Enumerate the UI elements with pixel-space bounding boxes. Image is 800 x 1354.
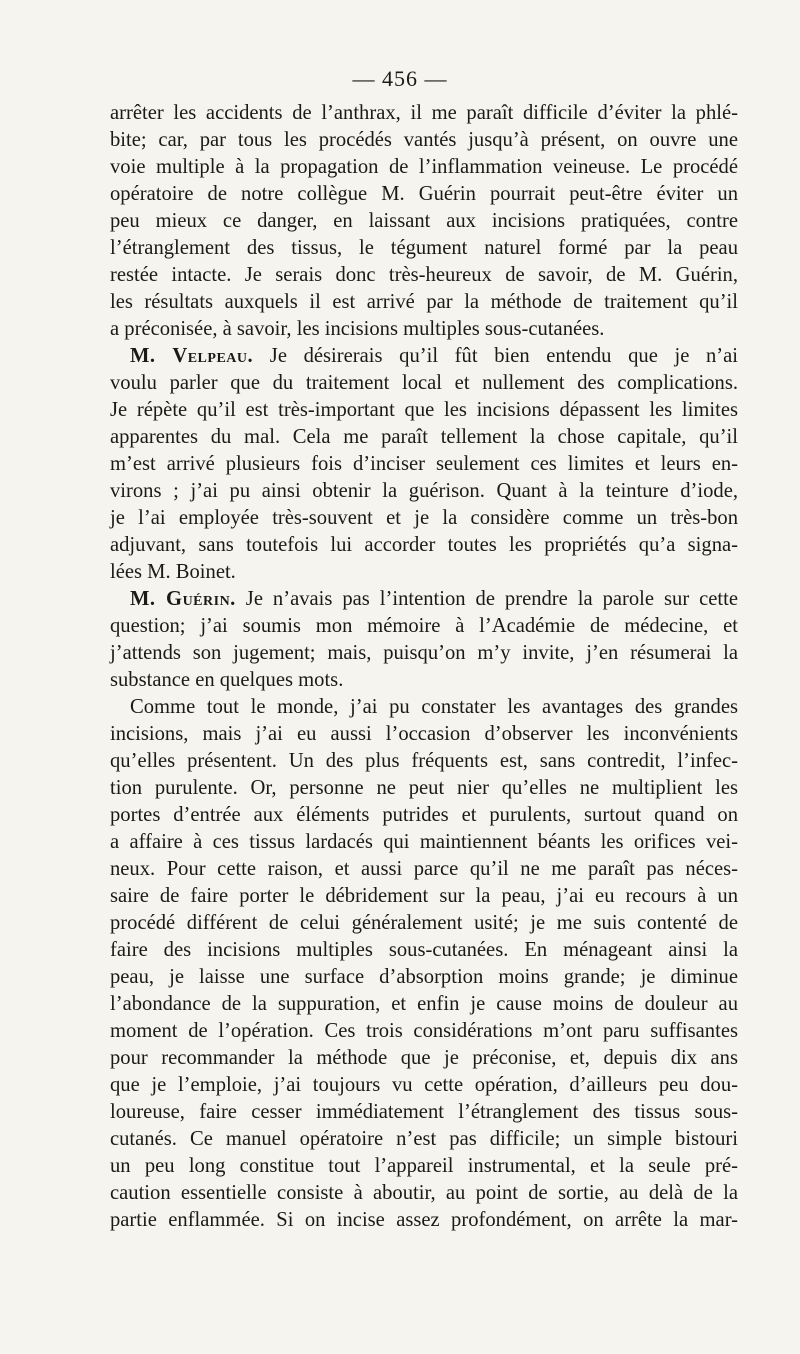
line-text: je l’ai employée très-souvent et je la considère comme un très-bon xyxy=(110,507,738,529)
line-text: les résultats auxquels il est arrivé par la méthode de traitement qu’il xyxy=(110,291,738,313)
text-line xyxy=(110,370,738,397)
text-line xyxy=(110,694,738,721)
line-text: tion purulente. Or, personne ne peut nier qu’elles ne multiplient les xyxy=(110,777,738,799)
text-line xyxy=(110,613,738,640)
text-line xyxy=(110,100,738,127)
line-text: lées M. Boinet. xyxy=(110,561,236,583)
text-line xyxy=(110,181,738,208)
line-text: cutanés. Ce manuel opératoire n’est pas difficile; un simple bistouri xyxy=(110,1128,738,1150)
text-line xyxy=(110,721,738,748)
line-text: m’est arrivé plusieurs fois d’inciser seulement ces limites et leurs en- xyxy=(110,453,738,475)
text-line xyxy=(110,316,738,343)
text-line xyxy=(110,1018,738,1045)
line-text: arrêter les accidents de l’anthrax, il me paraît difficile d’éviter la phlé- xyxy=(110,102,738,124)
text-line xyxy=(110,235,738,262)
line-text: restée intacte. Je serais donc très-heureux de savoir, de M. Guérin, xyxy=(110,264,738,286)
line-text: j’attends son jugement; mais, puisqu’on m’y invite, j’en résumerai la xyxy=(110,642,738,664)
text-line xyxy=(110,532,738,559)
line-text: a préconisée, à savoir, les incisions multiples sous-cutanées. xyxy=(110,318,605,340)
line-text: peau, je laisse une surface d’absorption moins grande; je diminue xyxy=(110,966,738,988)
text-line xyxy=(110,586,738,613)
line-text: incisions, mais j’ai eu aussi l’occasion d’observer les inconvénients xyxy=(110,723,738,745)
line-text: saire de faire porter le débridement sur la peau, j’ai eu recours à un xyxy=(110,885,738,907)
speaker-name: M. Velpeau. xyxy=(130,345,254,367)
text-line xyxy=(110,748,738,775)
line-text: bite; car, par tous les procédés vantés jusqu’à présent, on ouvre une xyxy=(110,129,738,151)
text-line xyxy=(110,1153,738,1180)
line-text: portes d’entrée aux éléments putrides et purulents, surtout quand on xyxy=(110,804,738,826)
line-text: Je répète qu’il est très-important que les incisions dépassent les limites xyxy=(110,399,738,421)
line-text: opératoire de notre collègue M. Guérin pourrait peut-être éviter un xyxy=(110,183,738,205)
text-line xyxy=(110,343,738,370)
text-line xyxy=(110,802,738,829)
text-line xyxy=(110,937,738,964)
text-line xyxy=(110,667,738,694)
line-text: substance en quelques mots. xyxy=(110,669,344,691)
line-text: a affaire à ces tissus lardacés qui maintiennent béants les orifices vei- xyxy=(110,831,738,853)
line-text: voie multiple à la propagation de l’inflammation veineuse. Le procédé xyxy=(110,156,738,178)
line-text: voulu parler que du traitement local et nullement des complications. xyxy=(110,372,738,394)
line-text: l’étranglement des tissus, le tégument naturel formé par la peau xyxy=(110,237,738,259)
text-line xyxy=(110,262,738,289)
line-text: faire des incisions multiples sous-cutanées. En ménageant ainsi la xyxy=(110,939,738,961)
text-line xyxy=(110,289,738,316)
line-text: l’abondance de la suppuration, et enfin je cause moins de douleur au xyxy=(110,993,738,1015)
text-line xyxy=(110,208,738,235)
line-text: question; j’ai soumis mon mémoire à l’Académie de médecine, et xyxy=(110,615,738,637)
line-text: adjuvant, sans toutefois lui accorder toutes les propriétés qu’a signa- xyxy=(110,534,738,556)
text-line xyxy=(110,910,738,937)
line-text: moment de l’opération. Ces trois considérations m’ont paru suffisantes xyxy=(110,1020,738,1042)
line-text: qu’elles présentent. Un des plus fréquents est, sans contredit, l’infec- xyxy=(110,750,738,772)
line-text: partie enflammée. Si on incise assez profondément, on arrête la mar- xyxy=(110,1209,738,1231)
line-text: apparentes du mal. Cela me paraît tellement la chose capitale, qu’il xyxy=(110,426,738,448)
text-line xyxy=(110,1126,738,1153)
text-line xyxy=(110,1072,738,1099)
line-text: un peu long constitue tout l’appareil instrumental, et la seule pré- xyxy=(110,1155,738,1177)
line-text: Je n’avais pas l’intention de prendre la parole sur cette xyxy=(235,588,738,610)
line-text: caution essentielle consiste à aboutir, au point de sortie, au delà de la xyxy=(110,1182,738,1204)
text-line xyxy=(110,397,738,424)
text-line xyxy=(110,1099,738,1126)
text-line xyxy=(110,640,738,667)
body-text xyxy=(110,100,738,1234)
text-line xyxy=(110,154,738,181)
text-line xyxy=(110,964,738,991)
text-line xyxy=(110,829,738,856)
line-text: neux. Pour cette raison, et aussi parce qu’il ne me paraît pas néces- xyxy=(110,858,738,880)
text-line xyxy=(110,424,738,451)
text-line xyxy=(110,1045,738,1072)
text-line xyxy=(110,1180,738,1207)
page-number: — 456 — xyxy=(352,66,448,91)
text-line xyxy=(110,1207,738,1234)
line-text: que je l’emploie, j’ai toujours vu cette opération, d’ailleurs peu dou- xyxy=(110,1074,738,1096)
line-text: procédé différent de celui généralement usité; je me suis contenté de xyxy=(110,912,738,934)
text-line xyxy=(110,478,738,505)
line-text: peu mieux ce danger, en laissant aux incisions pratiquées, contre xyxy=(110,210,738,232)
text-line xyxy=(110,775,738,802)
text-line xyxy=(110,856,738,883)
line-text: pour recommander la méthode que je préconise, et, depuis dix ans xyxy=(110,1047,738,1069)
text-line xyxy=(110,883,738,910)
text-line xyxy=(110,505,738,532)
text-line xyxy=(110,559,738,586)
text-line xyxy=(110,991,738,1018)
line-text: virons ; j’ai pu ainsi obtenir la guérison. Quant à la teinture d’iode, xyxy=(110,480,738,502)
text-line xyxy=(110,127,738,154)
speaker-name: M. Guérin. xyxy=(130,588,236,610)
line-text: Comme tout le monde, j’ai pu constater les avantages des grandes xyxy=(130,696,738,718)
line-text: loureuse, faire cesser immédiatement l’étranglement des tissus sous- xyxy=(110,1101,738,1123)
text-line xyxy=(110,451,738,478)
line-text: Je désirerais qu’il fût bien entendu que je n’ai xyxy=(253,345,739,367)
